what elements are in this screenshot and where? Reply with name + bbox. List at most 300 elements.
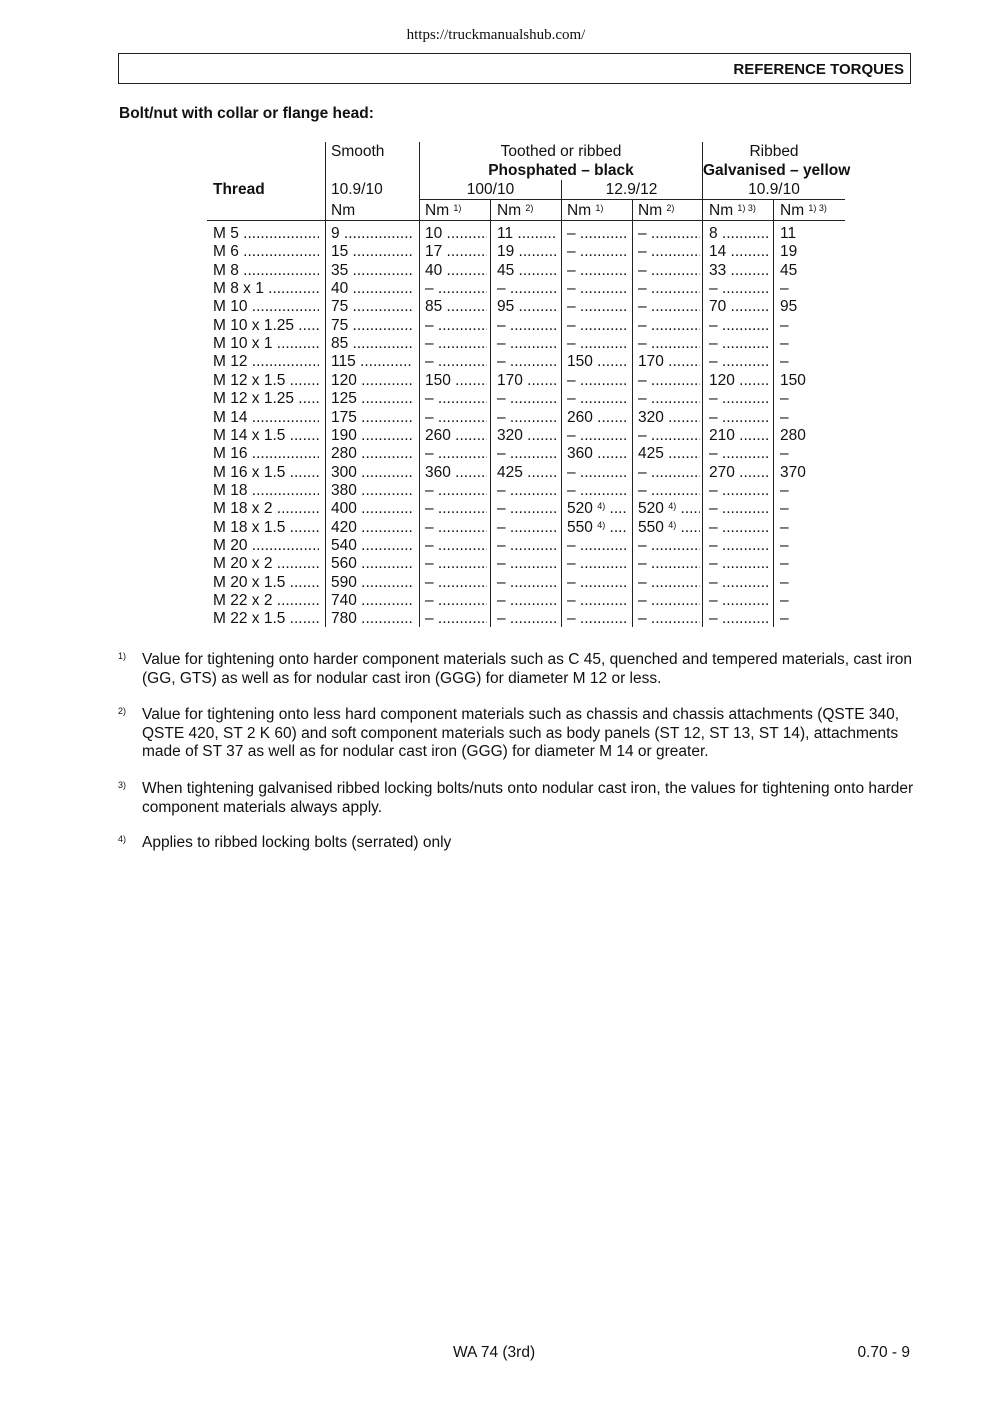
torque-value [638, 537, 700, 555]
torque-value [780, 280, 789, 298]
thread-size-value: M 18 [213, 481, 248, 499]
torque-value [638, 574, 700, 592]
thread-size-value: M 6 [213, 243, 239, 261]
torque-value [497, 335, 557, 353]
torque-value [497, 610, 557, 628]
unit-label-value: Nm [331, 202, 356, 219]
torque-value-value: 260 [567, 408, 593, 426]
torque-value [425, 537, 487, 555]
section-title: Bolt/nut with collar or flange head: [119, 105, 374, 122]
torque-value-value: 33 [709, 261, 727, 279]
torque-value-value: 85 [425, 298, 443, 316]
torque-value [425, 280, 487, 298]
unit-label [331, 202, 355, 220]
unit-label-value: Nm [567, 202, 592, 219]
torque-value-value: – [497, 518, 506, 536]
torque-value [497, 482, 557, 500]
torque-value [497, 537, 557, 555]
unit-label-value: Nm [638, 202, 663, 219]
torque-value [425, 555, 487, 573]
torque-value [638, 500, 700, 518]
torque-value-value: 425 [497, 463, 523, 481]
torque-value-value: 45 [497, 261, 515, 279]
torque-value-value: 520 [567, 500, 593, 518]
torque-value [331, 243, 413, 261]
thread-size [213, 445, 319, 463]
footnote-ref: 2) [525, 203, 534, 213]
torque-value [780, 262, 797, 280]
thread-size [213, 519, 319, 537]
torque-value [425, 482, 487, 500]
torque-value [497, 243, 557, 261]
torque-value [497, 574, 557, 592]
torque-value-value: 170 [638, 353, 664, 371]
footnote-4 [118, 834, 918, 853]
torque-value-value: – [567, 610, 576, 628]
torque-value-value: – [709, 500, 718, 518]
torque-value-value: – [567, 555, 576, 573]
torque-value-value: 75 [331, 298, 349, 316]
thread-size-value: M 16 [213, 445, 248, 463]
header-grade-ribbed: 10.9/10 [748, 181, 800, 198]
torque-value-value: – [497, 280, 506, 298]
torque-value [567, 464, 627, 482]
torque-value [780, 500, 789, 518]
torque-value [709, 353, 769, 371]
header-grade-100-10: 100/10 [466, 181, 515, 198]
torque-value [638, 464, 700, 482]
torque-value-value: – [425, 573, 434, 591]
torque-value-value: – [497, 445, 506, 463]
torque-value [497, 225, 557, 243]
footnote-ref: 1) [453, 203, 462, 213]
unit-label-value: Nm [425, 202, 450, 219]
torque-value-value: 11 [497, 225, 514, 242]
torque-value-value: – [497, 500, 506, 518]
torque-value [331, 390, 413, 408]
torque-value-value: – [638, 481, 647, 499]
footnote-ref: 1) 3) [808, 203, 827, 213]
torque-value [331, 427, 413, 445]
torque-value [425, 592, 487, 610]
torque-value-value: – [425, 555, 434, 573]
torque-value [497, 353, 557, 371]
thread-size [213, 482, 319, 500]
torque-value-value: – [425, 390, 434, 408]
thread-size-value: M 14 [213, 408, 248, 426]
torque-table [0, 0, 992, 640]
torque-value-value: – [638, 335, 647, 353]
torque-value [567, 335, 627, 353]
torque-value [780, 537, 789, 555]
torque-value [497, 592, 557, 610]
page-number: 0.70 - 9 [857, 1344, 910, 1361]
torque-value [638, 280, 700, 298]
thread-size-value: M 5 [213, 225, 239, 242]
torque-value [331, 464, 413, 482]
torque-value [425, 225, 487, 243]
torque-value-value: 280 [331, 445, 357, 463]
torque-value-value: – [709, 592, 718, 609]
torque-value [567, 225, 627, 243]
torque-value-value: – [497, 390, 506, 408]
torque-value-value: 300 [331, 463, 357, 481]
footnote-text: Applies to ribbed locking bolts (serrated) only [142, 834, 452, 851]
torque-value-value: 270 [709, 463, 735, 481]
torque-value [425, 317, 487, 335]
torque-value [331, 335, 413, 353]
torque-value-value: – [497, 592, 506, 609]
footnote-ref: 4) [668, 501, 677, 512]
torque-value [497, 298, 557, 316]
torque-value [425, 298, 487, 316]
torque-value-value: – [638, 592, 647, 609]
torque-value-value: 11 [780, 225, 797, 242]
torque-value-value: – [780, 536, 789, 554]
torque-value [638, 409, 700, 427]
torque-value [567, 372, 627, 390]
thread-size [213, 225, 319, 243]
torque-value-value: – [638, 261, 647, 279]
torque-value-value: – [567, 463, 576, 481]
torque-value-value: – [709, 353, 718, 371]
torque-value-value: – [425, 280, 434, 298]
torque-value [497, 500, 557, 518]
torque-value [425, 353, 487, 371]
torque-value [331, 500, 413, 518]
torque-value [780, 335, 789, 353]
torque-value-value: – [780, 481, 789, 499]
torque-value [780, 427, 806, 445]
page-header-title: REFERENCE TORQUES [733, 61, 904, 78]
torque-value [331, 537, 413, 555]
torque-value-value: – [709, 555, 718, 573]
torque-value [638, 390, 700, 408]
torque-value-value: 150 [425, 371, 451, 389]
torque-value-value: – [497, 610, 506, 628]
footnote-mark: 4) [118, 834, 127, 844]
torque-value-value: – [425, 445, 434, 463]
footnote-mark: 3) [118, 780, 127, 790]
torque-value [567, 445, 627, 463]
thread-size-value: M 12 [213, 353, 248, 371]
unit-label [780, 202, 827, 220]
torque-value-value: 150 [780, 371, 806, 389]
footnote-2 [118, 706, 918, 762]
torque-value-value: – [497, 536, 506, 554]
torque-value-value: – [638, 225, 647, 242]
thread-size [213, 427, 319, 445]
torque-value [780, 298, 797, 316]
torque-value-value: – [709, 610, 718, 628]
torque-value [567, 610, 627, 628]
torque-value-value: – [780, 500, 789, 518]
torque-value [638, 555, 700, 573]
torque-value-value: – [425, 335, 434, 353]
torque-value-value: 40 [331, 280, 349, 298]
torque-value [567, 537, 627, 555]
torque-value [638, 243, 700, 261]
torque-value-value: – [567, 426, 576, 444]
torque-value [567, 353, 627, 371]
torque-value-value: 95 [780, 298, 798, 316]
torque-value-value: – [709, 316, 718, 334]
torque-value [709, 409, 769, 427]
torque-value-value: – [425, 316, 434, 334]
torque-value [709, 372, 769, 390]
footnote-ref: 4) [668, 519, 677, 530]
torque-value [497, 555, 557, 573]
thread-size-value: M 12 x 1.5 [213, 371, 286, 389]
torque-value-value: – [425, 481, 434, 499]
header-smooth: Smooth [331, 143, 385, 160]
torque-value [331, 409, 413, 427]
torque-value-value: – [567, 298, 576, 316]
torque-value [709, 445, 769, 463]
thread-size [213, 409, 319, 427]
rule-vertical [490, 200, 491, 627]
thread-size [213, 574, 319, 592]
torque-value [567, 243, 627, 261]
footnote-1 [118, 651, 918, 688]
torque-value-value: 420 [331, 518, 357, 536]
thread-size-value: M 20 x 2 [213, 555, 273, 573]
footnote-text: Value for tightening onto harder component materials such as C 45, quenched and tempered materials, cast iron (GG, GTS) as well as for nodular cast iron (GGG) for diameter M 12 or less. [142, 651, 912, 687]
torque-value [331, 592, 413, 610]
torque-value-value: 280 [780, 426, 806, 444]
torque-value [497, 445, 557, 463]
torque-value-value: – [709, 573, 718, 591]
torque-value [709, 537, 769, 555]
torque-value [331, 353, 413, 371]
torque-value-value: 125 [331, 390, 357, 408]
torque-value-value: 550 [638, 518, 664, 536]
header-ribbed: Ribbed [749, 143, 799, 160]
thread-size [213, 262, 319, 280]
torque-value [638, 317, 700, 335]
footnote-ref: 4) [597, 519, 606, 530]
torque-value [638, 427, 700, 445]
torque-value-value: – [638, 573, 647, 591]
thread-size [213, 500, 319, 518]
torque-value [638, 482, 700, 500]
torque-value-value: 17 [425, 243, 443, 261]
torque-value-value: – [709, 335, 718, 353]
torque-value [638, 298, 700, 316]
torque-value [638, 225, 700, 243]
torque-value-value: 8 [709, 225, 718, 242]
torque-value [497, 464, 557, 482]
torque-value [709, 500, 769, 518]
torque-value-value: – [567, 390, 576, 408]
thread-size [213, 372, 319, 390]
torque-value [780, 610, 789, 628]
torque-value [425, 427, 487, 445]
footnote-3 [118, 780, 918, 817]
thread-size [213, 335, 319, 353]
torque-value-value: – [497, 555, 506, 573]
torque-value-value: 260 [425, 426, 451, 444]
rule-vertical [632, 200, 633, 627]
header-toothed: Toothed or ribbed [500, 143, 622, 160]
rule-vertical [419, 142, 420, 627]
torque-value [425, 464, 487, 482]
thread-size [213, 610, 319, 628]
torque-value [709, 592, 769, 610]
torque-value [567, 519, 627, 537]
thread-size [213, 592, 319, 610]
torque-value [638, 262, 700, 280]
torque-value-value: 120 [709, 371, 735, 389]
torque-value [425, 335, 487, 353]
torque-value [567, 555, 627, 573]
torque-value [425, 519, 487, 537]
torque-value [709, 317, 769, 335]
footnote-mark: 1) [118, 651, 127, 661]
torque-value [709, 298, 769, 316]
torque-value-value: – [567, 371, 576, 389]
document-id: WA 74 (3rd) [453, 1344, 536, 1361]
footnote-text: When tightening galvanised ribbed locking bolts/nuts onto nodular cast iron, the values for tightening onto harder component materials always apply. [142, 780, 914, 816]
thread-size-value: M 18 x 1.5 [213, 518, 286, 536]
torque-value-value: 40 [425, 261, 443, 279]
torque-value [497, 427, 557, 445]
unit-label-value: Nm [497, 202, 522, 219]
torque-value-value: – [638, 371, 647, 389]
torque-value-value: 19 [497, 243, 515, 261]
torque-value [331, 610, 413, 628]
torque-value [425, 610, 487, 628]
thread-size-value: M 20 [213, 536, 248, 554]
torque-value-value: – [567, 316, 576, 334]
torque-value [567, 262, 627, 280]
torque-value-value: 175 [331, 408, 357, 426]
thread-size-value: M 12 x 1.25 [213, 390, 294, 408]
torque-value [567, 280, 627, 298]
thread-size [213, 317, 319, 335]
torque-value [331, 372, 413, 390]
thread-size-value: M 18 x 2 [213, 500, 273, 518]
torque-value [425, 445, 487, 463]
torque-value [709, 262, 769, 280]
torque-value [497, 519, 557, 537]
torque-value-value: – [709, 390, 718, 408]
torque-value-value: – [638, 426, 647, 444]
torque-value-value: – [497, 353, 506, 371]
unit-label [497, 202, 533, 220]
footnote-ref: 1) 3) [737, 203, 756, 213]
torque-value-value: – [425, 500, 434, 518]
torque-value-value: 590 [331, 573, 357, 591]
torque-value [709, 427, 769, 445]
torque-value-value: 190 [331, 426, 357, 444]
torque-value [780, 445, 789, 463]
torque-value [709, 519, 769, 537]
thread-size-value: M 22 x 2 [213, 592, 273, 609]
torque-value [331, 574, 413, 592]
torque-value-value: 540 [331, 536, 357, 554]
torque-value-value: – [638, 536, 647, 554]
torque-value-value: 370 [780, 463, 806, 481]
torque-value-value: – [497, 573, 506, 591]
torque-value-value: 95 [497, 298, 515, 316]
torque-value-value: 70 [709, 298, 727, 316]
torque-value-value: – [425, 592, 434, 609]
torque-value-value: 360 [425, 463, 451, 481]
header-thread: Thread [213, 181, 265, 198]
torque-value [780, 592, 789, 610]
torque-value-value: – [709, 536, 718, 554]
torque-value-value: – [780, 408, 789, 426]
torque-value [567, 482, 627, 500]
torque-value-value: – [638, 280, 647, 298]
torque-value-value: – [497, 335, 506, 353]
thread-size [213, 353, 319, 371]
thread-size-value: M 10 x 1.25 [213, 316, 294, 334]
torque-value-value: – [780, 353, 789, 371]
torque-value-value: – [638, 298, 647, 316]
torque-value [709, 464, 769, 482]
torque-value-value: – [638, 390, 647, 408]
torque-value [709, 610, 769, 628]
torque-value-value: 740 [331, 592, 357, 609]
torque-value-value: – [567, 573, 576, 591]
torque-value [331, 445, 413, 463]
torque-value-value: – [709, 408, 718, 426]
torque-value [497, 372, 557, 390]
thread-size [213, 555, 319, 573]
unit-label [709, 202, 756, 220]
torque-value [567, 298, 627, 316]
thread-size [213, 298, 319, 316]
torque-value [497, 262, 557, 280]
torque-value-value: – [425, 610, 434, 628]
torque-value-value: – [780, 610, 789, 628]
torque-value [709, 390, 769, 408]
torque-value [709, 243, 769, 261]
torque-value [425, 409, 487, 427]
torque-value [780, 519, 789, 537]
footnote-ref: 2) [666, 203, 675, 213]
thread-size [213, 280, 319, 298]
torque-value [709, 555, 769, 573]
thread-size-value: M 8 [213, 261, 239, 279]
rule-vertical [702, 142, 703, 627]
torque-value [780, 555, 789, 573]
torque-value-value: 15 [331, 243, 349, 261]
torque-value [425, 262, 487, 280]
torque-value-value: 360 [567, 445, 593, 463]
thread-size-value: M 10 [213, 298, 248, 316]
thread-size [213, 464, 319, 482]
torque-value-value: – [497, 316, 506, 334]
torque-value [425, 574, 487, 592]
torque-value [780, 353, 789, 371]
torque-value-value: – [780, 592, 789, 609]
torque-value [638, 353, 700, 371]
torque-value [497, 409, 557, 427]
torque-value-value: 85 [331, 335, 349, 353]
torque-value-value: 120 [331, 371, 357, 389]
torque-value-value: – [709, 518, 718, 536]
unit-label [638, 202, 674, 220]
torque-value [331, 519, 413, 537]
torque-value-value: – [709, 280, 718, 298]
torque-value-value: 400 [331, 500, 357, 518]
rule-vertical [325, 142, 326, 627]
thread-size-value: M 14 x 1.5 [213, 426, 286, 444]
unit-label [567, 202, 603, 220]
